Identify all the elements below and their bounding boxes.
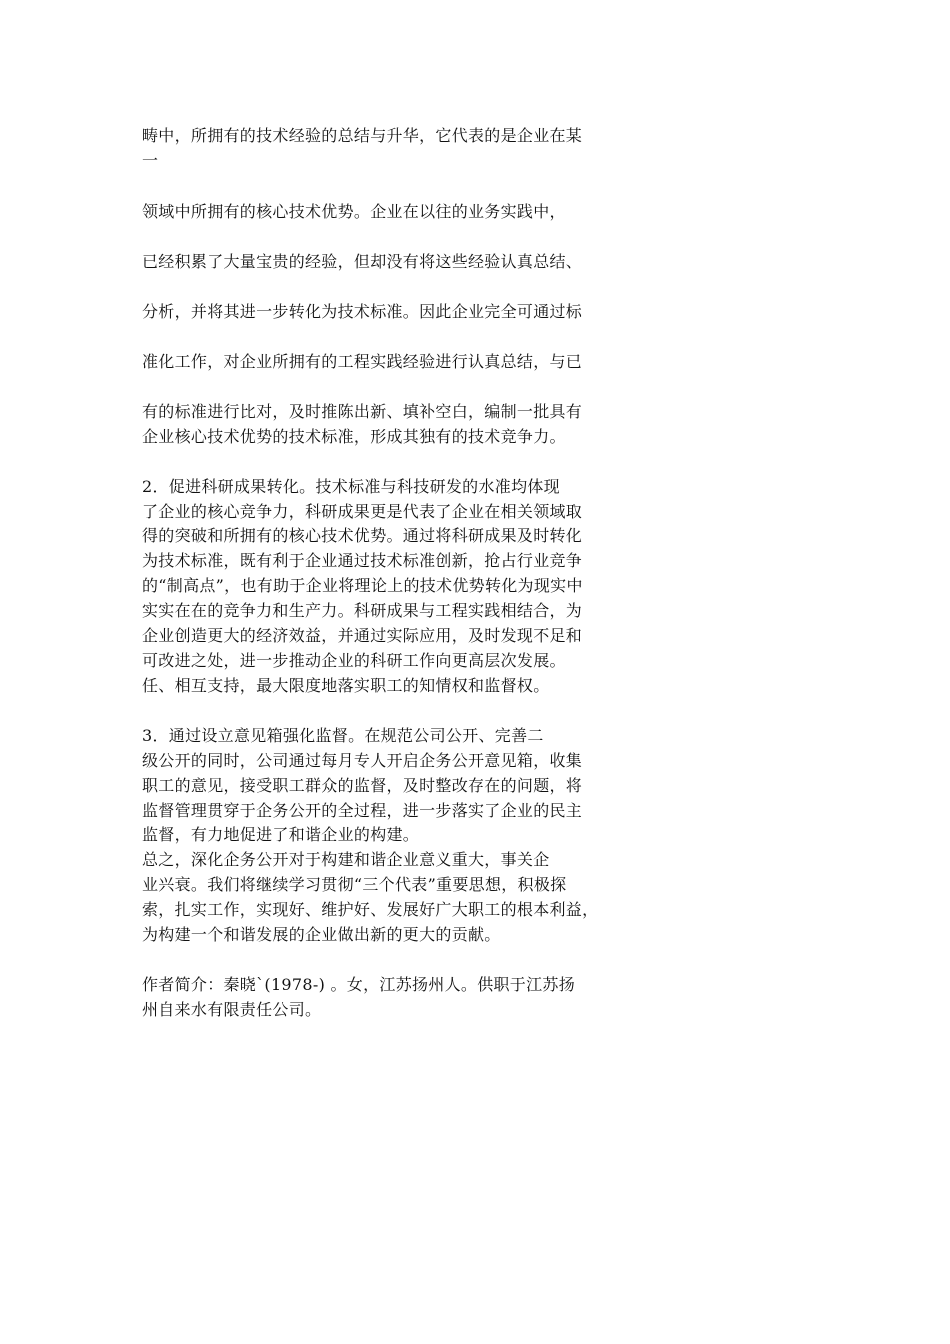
author-bio-line: 州自来水有限责任公司。: [142, 1000, 322, 1019]
text-line: 一: [142, 151, 159, 170]
text-line: 业兴衰。我们将继续学习贯彻“三个代表”重要思想，积极探: [142, 875, 567, 894]
text-line: 已经积累了大量宝贵的经验，但却没有将这些经验认真总结、: [142, 252, 583, 271]
text-line: 了企业的核心竞争力，科研成果更是代表了企业在相关领域取: [142, 502, 583, 521]
text-line: 级公开的同时，公司通过每月专人开启企务公开意见箱，收集: [142, 751, 583, 770]
text-line: 任、相互支持，最大限度地落实职工的知情权和监督权。: [142, 676, 550, 695]
text-line: 为技术标准，既有利于企业通过技术标准创新，抢占行业竞争: [142, 551, 583, 570]
text-line: 准化工作，对企业所拥有的工程实践经验进行认真总结，与已: [142, 352, 583, 371]
text-line: 得的突破和所拥有的核心技术优势。通过将科研成果及时转化: [142, 526, 583, 545]
text-line: 监督，有力地促进了和谐企业的构建。: [142, 825, 420, 844]
text-line: 职工的意见，接受职工群众的监督，及时整改存在的问题，将: [142, 776, 583, 795]
text-line: 的“制高点”，也有助于企业将理论上的技术优势转化为现实中: [142, 576, 583, 595]
text-line: 实实在在的竞争力和生产力。科研成果与工程实践相结合，为: [142, 601, 583, 620]
text-line: 监督管理贯穿于企务公开的全过程，进一步落实了企业的民主: [142, 801, 583, 820]
text-line: 2．促进科研成果转化。技术标准与科技研发的水准均体现: [142, 477, 560, 496]
text-line: 有的标准进行比对，及时推陈出新、填补空白，编制一批具有: [142, 402, 583, 421]
text-line: 索，扎实工作，实现好、维护好、发展好广大职工的根本利益，: [142, 900, 599, 919]
text-line: 领域中所拥有的核心技术优势。企业在以往的业务实践中，: [142, 202, 566, 221]
text-line: 为构建一个和谐发展的企业做出新的更大的贡献。: [142, 925, 501, 944]
text-line: 总之，深化企务公开对于构建和谐企业意义重大，事关企: [142, 850, 550, 869]
text-line: 3．通过设立意见箱强化监督。在规范公司公开、完善二: [142, 726, 544, 745]
text-line: 企业核心技术优势的技术标准，形成其独有的技术竞争力。: [142, 427, 566, 446]
text-line: 企业创造更大的经济效益，并通过实际应用，及时发现不足和: [142, 626, 583, 645]
text-line: 分析，并将其进一步转化为技术标准。因此企业完全可通过标: [142, 302, 583, 321]
text-line: 畴中，所拥有的技术经验的总结与升华，它代表的是企业在某: [142, 126, 583, 145]
author-bio-line: 作者简介：秦晓`(1978-) 。女，江苏扬州人。供职于江苏扬: [142, 975, 575, 994]
text-line: 可改进之处，进一步推动企业的科研工作向更高层次发展。: [142, 651, 566, 670]
